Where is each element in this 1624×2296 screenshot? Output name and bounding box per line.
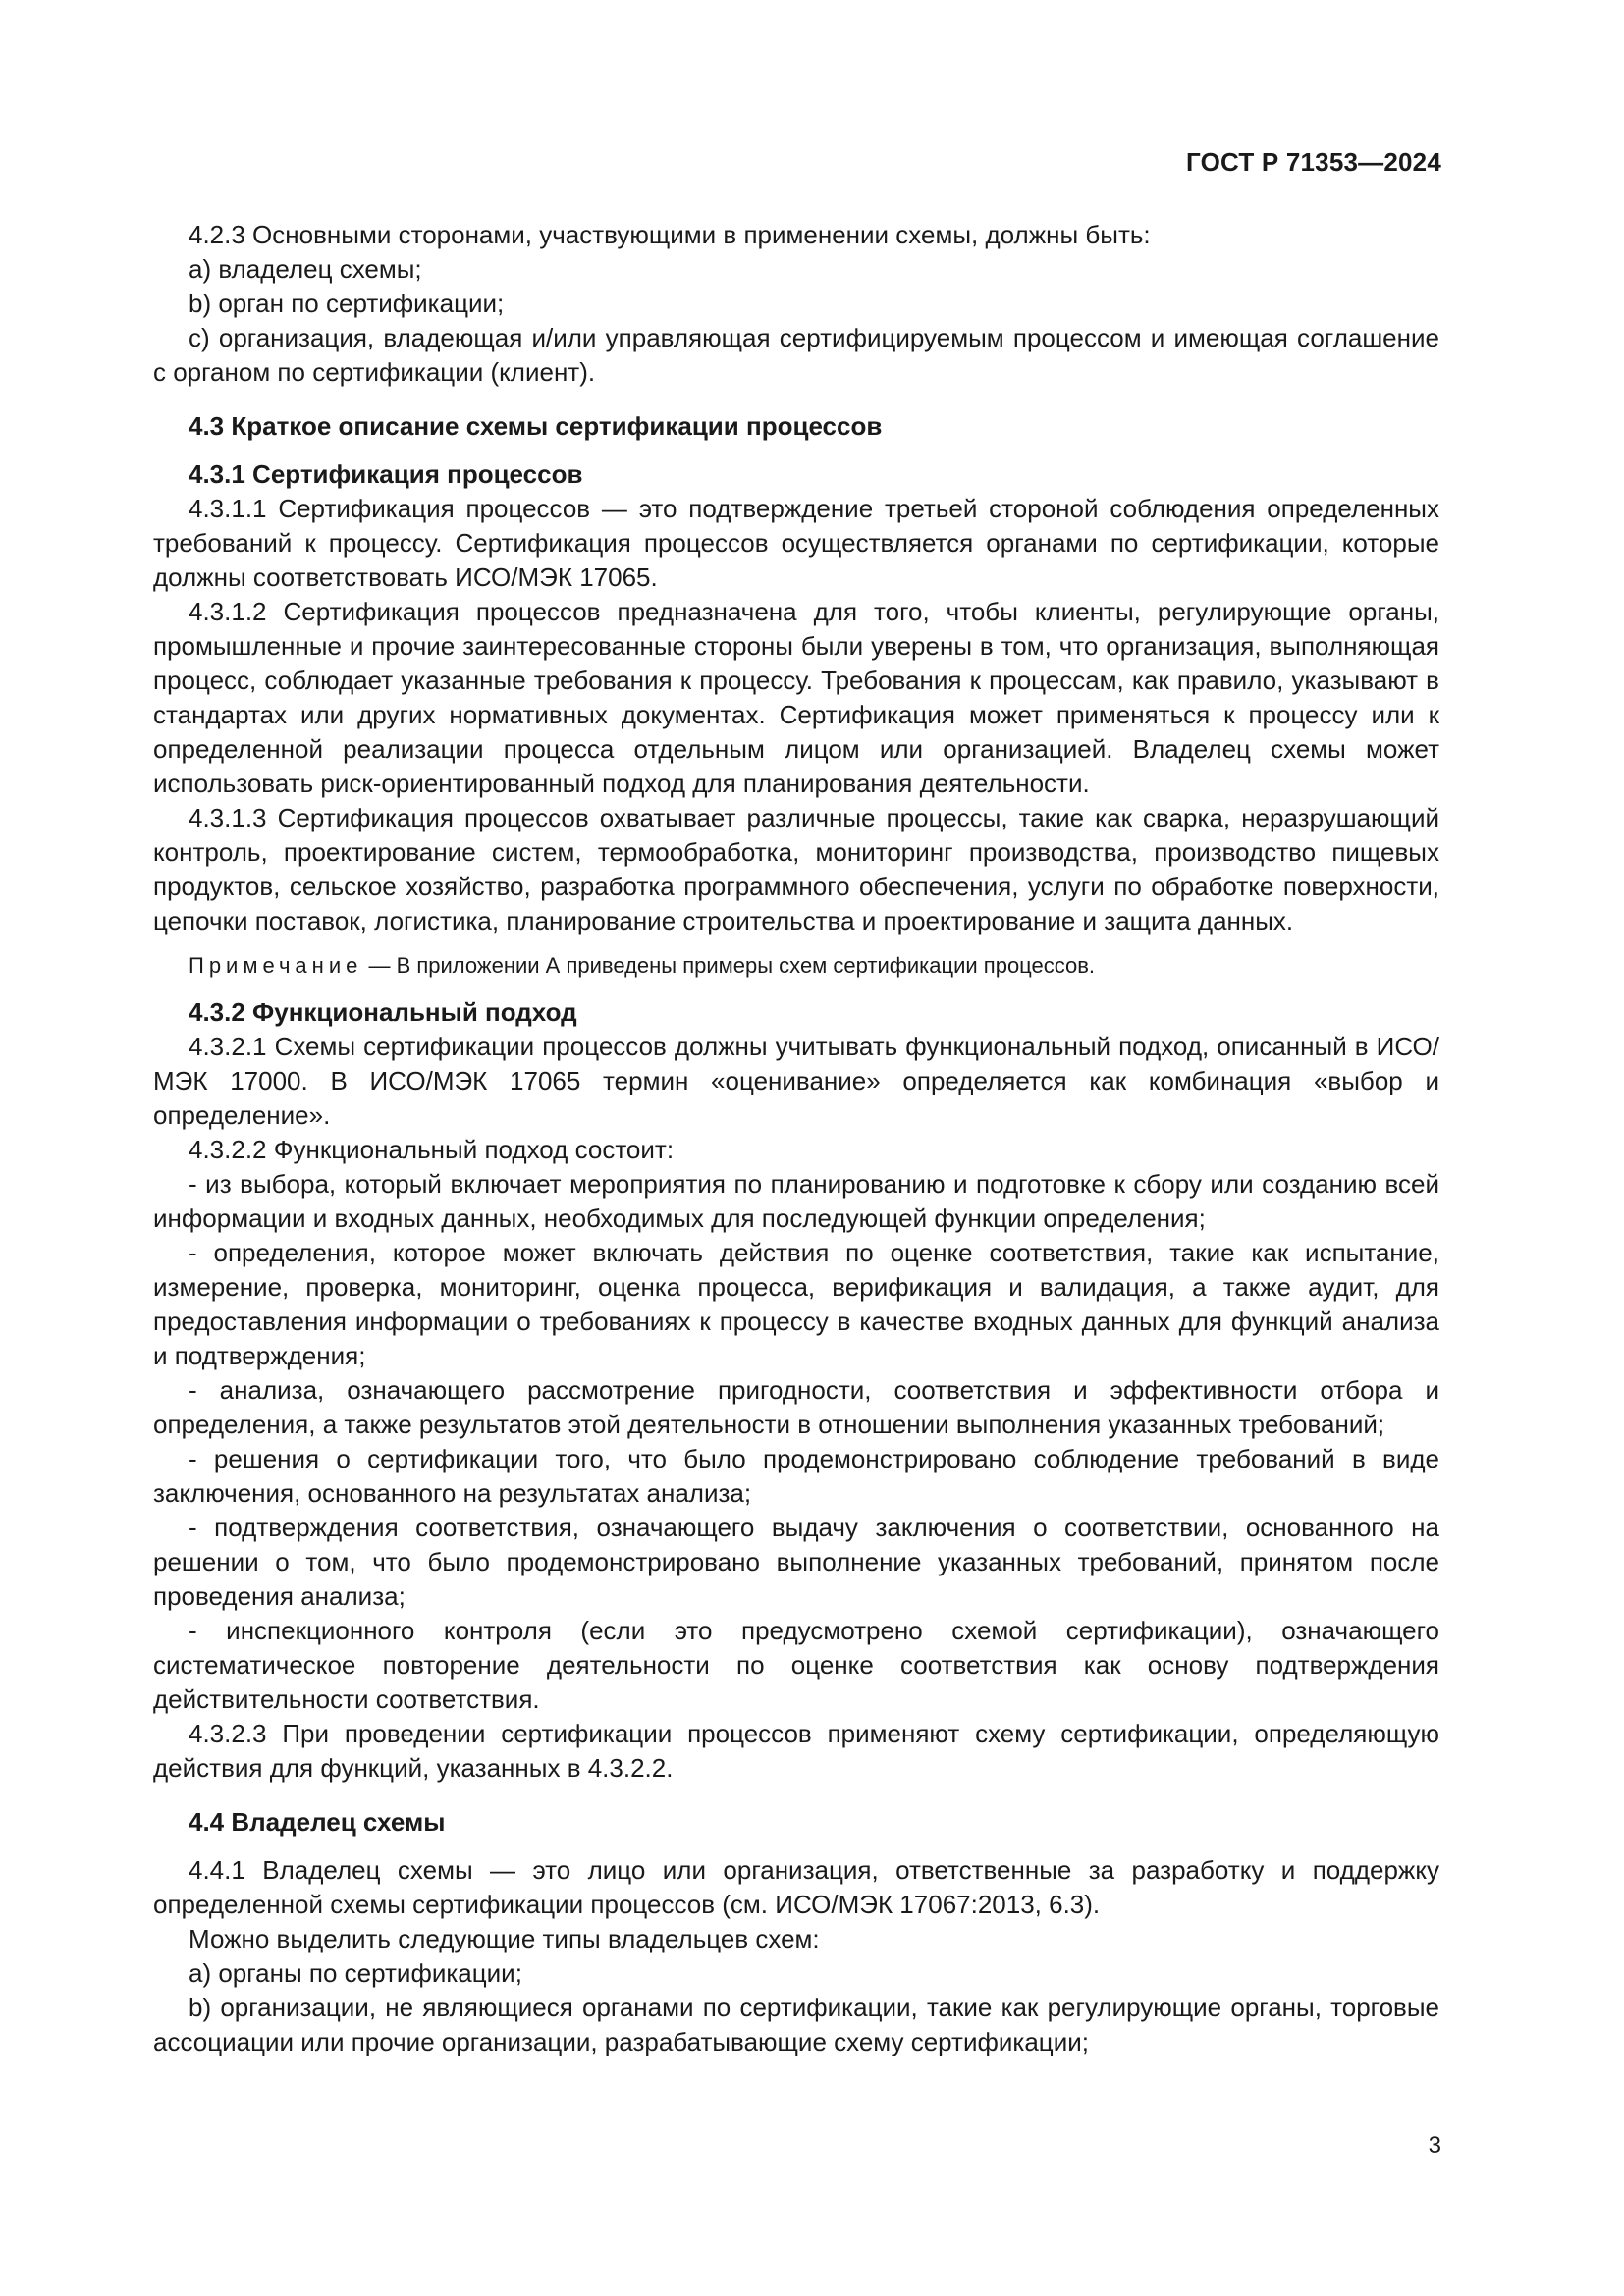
- list-item: - решения о сертификации того, что было продемонстрировано соблюдение требований в виде заключения, основанного на результатах анализа;: [153, 1444, 1439, 1508]
- section-title-4-3-1: 4.3.1 Сертификация процессов: [189, 459, 583, 489]
- section-title-4-3: 4.3 Краткое описание схемы сертификации процессов: [189, 411, 883, 441]
- list-item-c: c) организация, владеющая и/или управляющая сертифицируемым процессом и имеющая соглашение с органом по сертификации (клиент).: [153, 323, 1439, 387]
- list-item-a: a) владелец схемы;: [189, 254, 422, 284]
- note-dash: —: [362, 953, 397, 978]
- paragraph-4-3-2-1: 4.3.2.1 Схемы сертификации процессов должны учитывать функциональный подход, описанный в ИСО/МЭК 17000. В ИСО/МЭК 17065 термин «оценивание» определяется как комбинация «выбор и определение».: [153, 1032, 1439, 1130]
- paragraph-4-3-1-2: 4.3.1.2 Сертификация процессов предназначена для того, чтобы клиенты, регулирующие органы, промышленные и прочие заинтересованные стороны были уверены в том, что организация, выполняющая процесс, соблюдает указанные требования к процессу. Требования к процессам, как правило, указывают в стандартах или других нормативных документах. Сертификация может применяться к процессу или к определенной реализации процесса отдельным лицом или организацией. Владелец схемы может использовать риск-ориентированный подход для планирования деятельности.: [153, 597, 1439, 798]
- paragraph-4-3-1-1: 4.3.1.1 Сертификация процессов — это подтверждение третьей стороной соблюдения определенных требований к процессу. Сертификация процессов осуществляется органами по сертификации, которые должны соответствовать ИСО/МЭК 17065.: [153, 494, 1439, 592]
- list-item: - подтверждения соответствия, означающего выдачу заключения о соответствии, основанного на решении о том, что было продемонстрировано выполнение указанных требований, принятом после проведения анализа;: [153, 1513, 1439, 1611]
- paragraph-4-3-2-2: 4.3.2.2 Функциональный подход состоит:: [189, 1135, 675, 1164]
- document-body: [153, 218, 1439, 2059]
- paragraph-4-2-3: 4.2.3 Основными сторонами, участвующими в применении схемы, должны быть:: [189, 220, 1151, 249]
- list-item-b: b) орган по сертификации;: [189, 289, 505, 318]
- note-text: В приложении А приведены примеры схем сертификации процессов.: [396, 953, 1096, 978]
- list-item: - анализа, означающего рассмотрение пригодности, соответствия и эффективности отбора и определения, а также результатов этой деятельности в отношении выполнения указанных требований;: [153, 1375, 1439, 1439]
- list-item-b: b) организации, не являющиеся органами по сертификации, такие как регулирующие органы, торговые ассоциации или прочие организации, разрабатывающие схему сертификации;: [153, 1993, 1439, 2056]
- list-item-a: a) органы по сертификации;: [189, 1958, 522, 1988]
- list-item: - из выбора, который включает мероприятия по планированию и подготовке к сбору или созданию всей информации и входных данных, необходимых для последующей функции определения;: [153, 1169, 1439, 1233]
- paragraph-4-4-1: 4.4.1 Владелец схемы — это лицо или организация, ответственные за разработку и поддержку определенной схемы сертификации процессов (см. ИСО/МЭК 17067:2013, 6.3).: [153, 1855, 1439, 1919]
- list-item: - определения, которое может включать действия по оценке соответствия, такие как испытание, измерение, проверка, мониторинг, оценка процесса, верификация и валидация, а также аудит, для предоставления информации о требованиях к процессу в качестве входных данных для функций анализа и подтверждения;: [153, 1238, 1439, 1370]
- paragraph-owner-types: Можно выделить следующие типы владельцев схем:: [189, 1924, 820, 1953]
- paragraph-4-3-2-3: 4.3.2.3 При проведении сертификации процессов применяют схему сертификации, определяющую действия для функций, указанных в 4.3.2.2.: [153, 1719, 1439, 1783]
- page-number: 3: [1428, 2132, 1441, 2159]
- document-id: ГОСТ Р 71353—2024: [1186, 147, 1441, 177]
- section-title-4-3-2: 4.3.2 Функциональный подход: [189, 997, 577, 1027]
- note: [153, 950, 1439, 982]
- section-title-4-4: 4.4 Владелец схемы: [189, 1807, 446, 1837]
- paragraph-4-3-1-3: 4.3.1.3 Сертификация процессов охватывает различные процессы, такие как сварка, неразрушающий контроль, проектирование систем, термообработка, мониторинг производства, производство пищевых продуктов, сельское хозяйство, разработка программного обеспечения, услуги по обработке поверхности, цепочки поставок, логистика, планирование строительства и проектирование и защита данных.: [153, 803, 1439, 935]
- note-label: Примечание: [189, 953, 363, 978]
- list-item: - инспекционного контроля (если это предусмотрено схемой сертификации), означающего систематическое повторение деятельности по оценке соответствия как основу подтверждения действительности соответствия.: [153, 1616, 1439, 1714]
